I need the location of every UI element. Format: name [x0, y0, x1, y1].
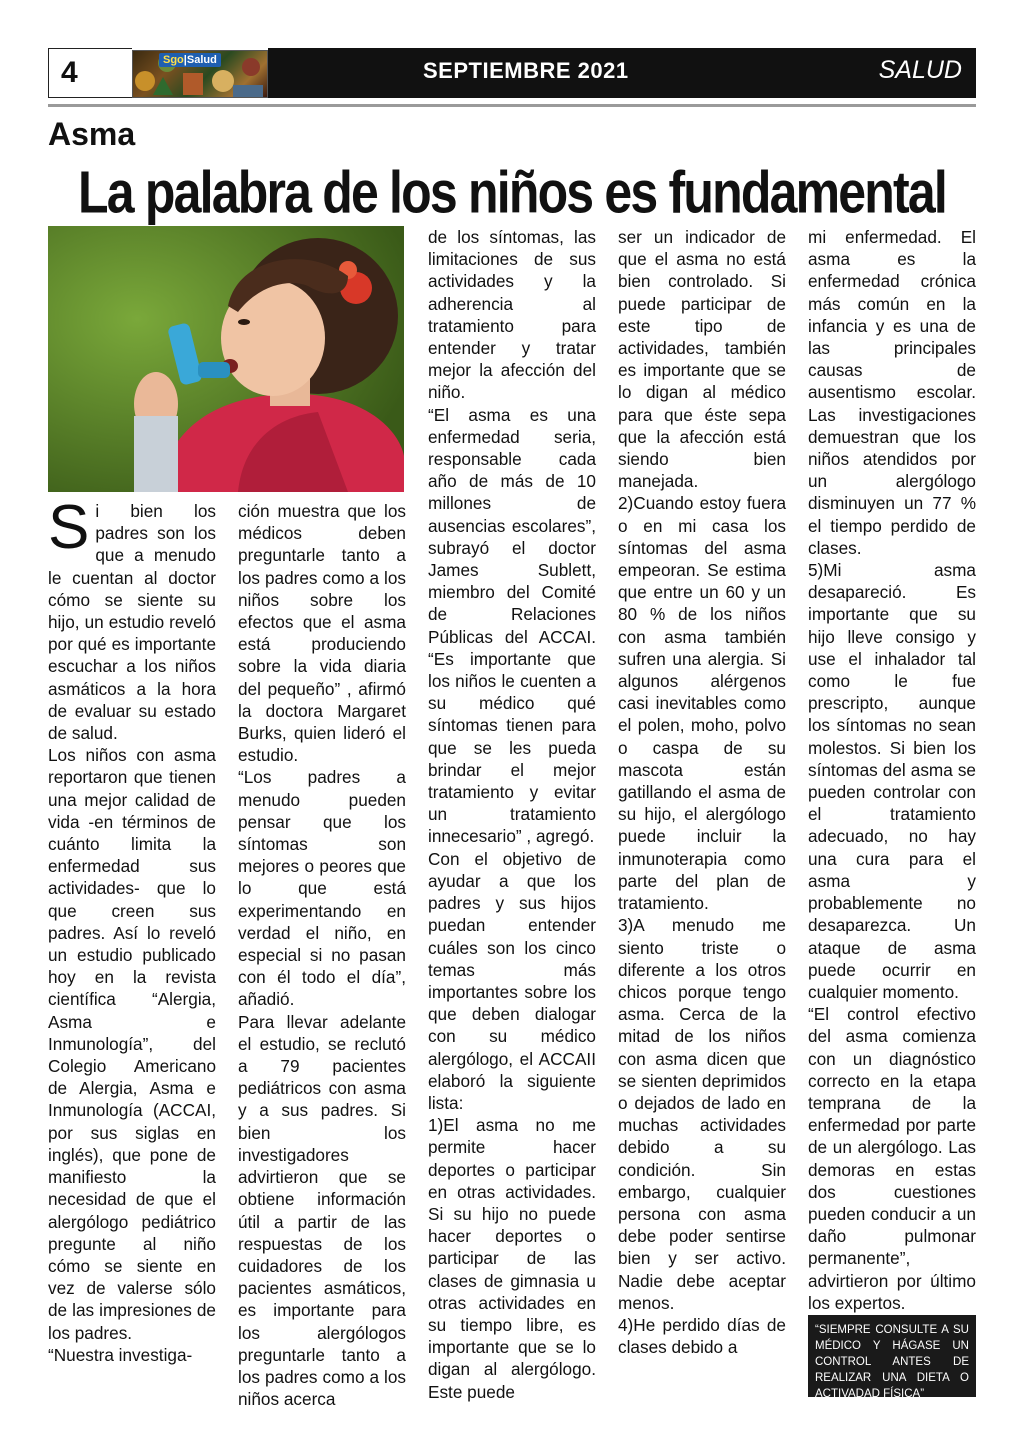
- article-kicker: Asma: [48, 116, 136, 152]
- advice-callout-box: “SIEMPRE CONSULTE A SU MÉDICO Y HÁGASE UN CONTROL ANTES DE REALIZAR UNA DIETA O ACTIVADAD FÍSICA”: [808, 1315, 976, 1397]
- article-column-4: [618, 226, 786, 1358]
- paragraph: 2)Cuando estoy fuera o en mi casa los síntomas del asma empeoran. Se estima que entre un 60 y un 80 % de los niños con asma también sufren una alergia. Si algunos alérgenos casi inevitables como el polen, moho, polvo o caspa de su mascota están gatillando el asma de su hijo, el alergólogo puede incluir la inmunoterapia como parte del plan de tratamiento.: [618, 493, 786, 914]
- page-header: [48, 48, 976, 100]
- header-bar: [268, 48, 976, 98]
- article-column-1: [48, 493, 216, 1366]
- article-column-2: [238, 500, 406, 1410]
- paragraph: i bien los padres son los que a menudo le cuentan al doctor cómo se siente su hijo, un estudio reveló por qué es importante escuchar a los niños asmáticos a la hora de evaluar su estado de salud.: [48, 501, 216, 744]
- paragraph: 4)He perdido días de clases debido a: [618, 1314, 786, 1358]
- issue-date: SEPTIEMBRE 2021: [423, 58, 629, 83]
- paragraph: “Los padres a menudo pueden pensar que los síntomas son mejores o peores que lo que está experimentando en verdad el niño, en especial si no pasan con él todo el día”, añadió.: [238, 767, 406, 1010]
- paragraph: “Nuestra investiga-: [48, 1344, 193, 1365]
- paragraph: Para llevar adelante el estudio, se reclutó a 79 pacientes pediátricos con asma y a sus padres. Si bien los investigadores advirtieron que se obtiene información útil a partir de las respuestas de los cuidadores de los pacientes asmáticos, es importante para los alergólogos preguntarle tanto a los padres como a los niños acerca: [238, 1011, 406, 1410]
- paragraph: 5)Mi asma desapareció. Es importante que su hijo lleve consigo y use el inhalador tal como le fue prescripto, aunque los síntomas no sean molestos. Si bien los síntomas del asma se pueden controlar con el tratamiento adecuado, no hay una cura para el asma y probablemente no desaparezca. Un ataque de asma puede ocurrir en cualquier momento.: [808, 560, 976, 1002]
- paragraph: de los síntomas, las limitaciones de sus actividades y la adherencia al tratamiento para entender y tratar mejor la afección del niño.: [428, 227, 596, 403]
- paragraph: ción muestra que los médicos deben preguntarle tanto a los padres como a los niños sobre los efectos que el asma está produciendo sobre la vida diaria del pequeño” , afirmó la doctora Margaret Burks, quien lideró el estudio.: [238, 501, 406, 766]
- girl-inhaler-photo: [48, 226, 404, 492]
- paragraph: mi enfermedad. El asma es la enfermedad crónica más común en la infancia y es una de las principales causas de ausentismo escolar. Las investigaciones demuestran que los niños atendidos por un alergólogo disminuyen un 77 % el tiempo perdido de clases.: [808, 227, 976, 558]
- article-column-5: [808, 226, 976, 1314]
- logo-wordmark: Sgo|Salud: [159, 53, 221, 67]
- publication-logo: [132, 50, 268, 98]
- drop-cap: S: [48, 493, 90, 562]
- paragraph: “El asma es una enfermedad seria, responsable cada año de más de 10 millones de ausencias escolares”, subrayó el doctor James Sublett, miembro del Comité de Relaciones Públicas del ACCAI. “Es importante que los niños le cuenten a su médico qué síntomas tienen para que se les pueda brindar el mejor tratamiento y evitar un tratamiento innecesario” , agregó.: [428, 404, 596, 847]
- article-headline: La palabra de los niños es fundamental: [78, 159, 946, 226]
- paragraph: ser un indicador de que el asma no está bien controlado. Si puede participar de este tipo de actividades, también es importante que se lo digan al médico para que éste sepa que la afección está siendo bien manejada.: [618, 227, 786, 492]
- section-name: SALUD: [878, 56, 962, 84]
- page-number: 4: [48, 48, 132, 98]
- article-column-3: [428, 226, 596, 1403]
- paragraph: 3)A menudo me siento triste o diferente a los otros chicos porque tengo asma. Cerca de la mitad de los niños con asma dicen que se sienten deprimidos o dejados de lado en muchas actividades debido a su condición. Sin embargo, cualquier persona con asma debe poder sentirse bien y ser activo. Nadie debe aceptar menos.: [618, 915, 786, 1313]
- article-photo: [48, 226, 404, 492]
- paragraph: 1)El asma no me permite hacer deportes o participar en otras actividades. Si su hijo no puede hacer deportes o participar de las clases de gimnasia u otras actividades en su tiempo libre, es importante que se lo digan al alergólogo. Este puede: [428, 1115, 596, 1402]
- header-divider: [48, 104, 976, 107]
- paragraph: Con el objetivo de ayudar a que los padres y sus hijos puedan entender cuáles son los cinco temas más importantes sobre los que deben dialogar con su médico alergólogo, el ACCAII elaboró la siguiente lista:: [428, 848, 596, 1113]
- paragraph: “El control efectivo del asma comienza con un diagnóstico correcto en la etapa temprana de la enfermedad por parte de un alergólogo. Las demoras en estas dos cuestiones pueden conducir a un daño pulmonar permanente”, advirtieron por último los expertos.: [808, 1004, 976, 1313]
- paragraph: Los niños con asma reportaron que tienen una mejor calidad de vida -en términos de cuánto limita la enfermedad sus actividades- que lo que creen sus padres. Así lo reveló un estudio publicado hoy en la revista científica “Alergia, Asma e Inmunología”, del Colegio Americano de Alergia, Asma e Inmunología (ACCAI, por sus siglas en inglés), que pone de manifiesto la necesidad de que el alergólogo pediátrico pregunte al niño cómo se siente en vez de valerse sólo de las impresiones de los padres.: [48, 745, 216, 1343]
